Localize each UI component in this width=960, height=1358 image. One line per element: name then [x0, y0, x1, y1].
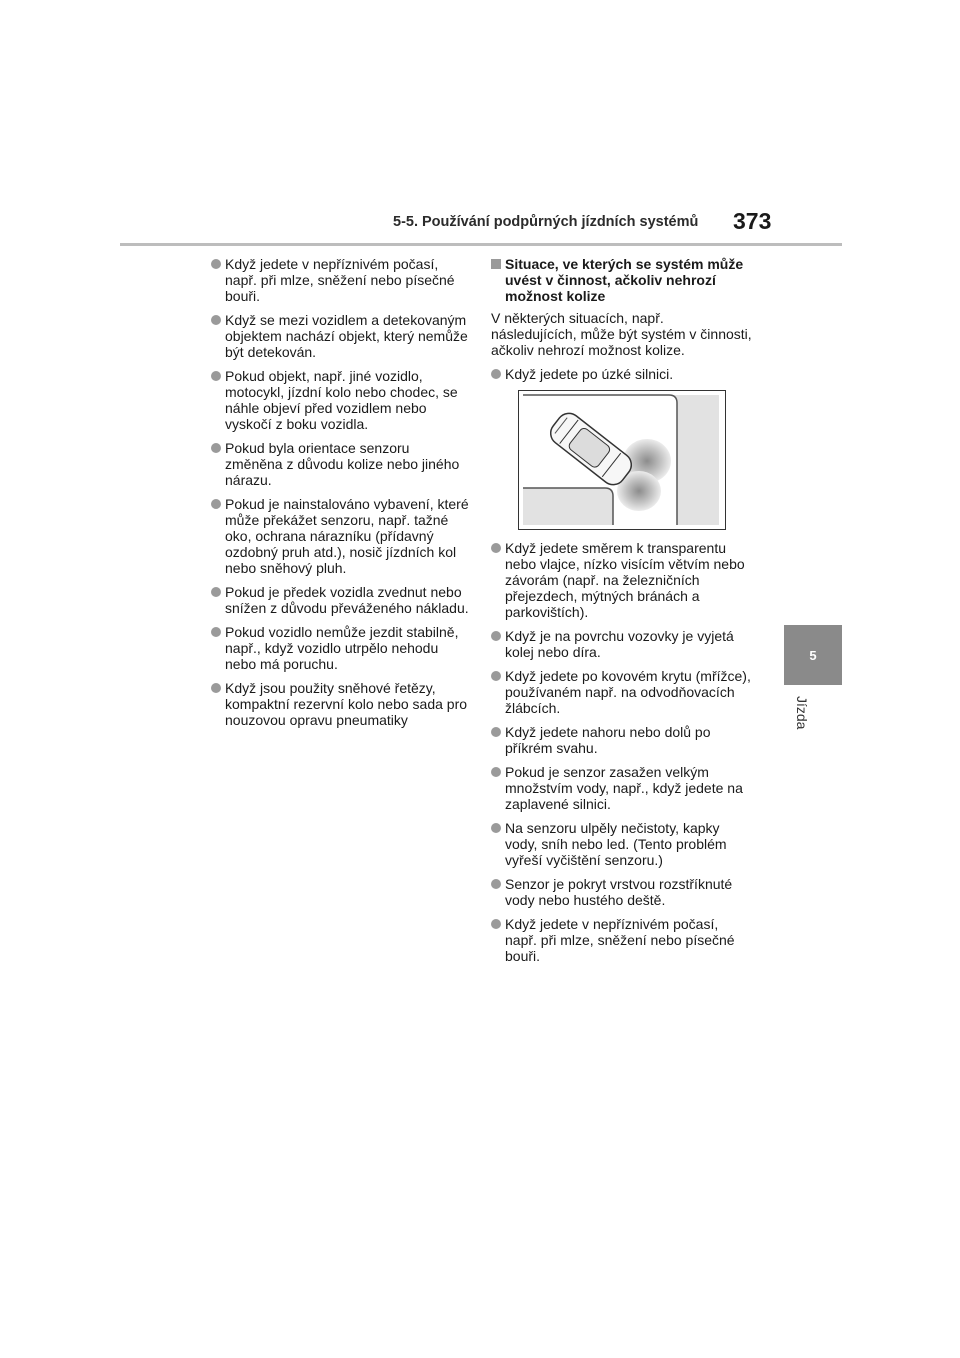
list-item: Pokud objekt, např. jiné vozidlo, motocykl, jízdní kolo nebo chodec, se náhle objeví před vozidlem nebo vyskočí z boku vozidla. — [211, 368, 469, 432]
chapter-tab — [784, 625, 842, 685]
bullet-dot-icon — [491, 919, 501, 929]
list-item: Když jedete v nepříznivém počasí, např. při mlze, sněžení nebo písečné bouři. — [491, 916, 753, 964]
list-item: Pokud je nainstalováno vybavení, které může překážet senzoru, např. tažné oko, ochrana nárazníku (přídavný ozdobný pruh atd.), nosič jízdních kol nebo sněhový pluh. — [211, 496, 469, 576]
list-item: Když jedete nahoru nebo dolů po příkrém svahu. — [491, 724, 753, 756]
list-item: Když se mezi vozidlem a detekovaným objektem nachází objekt, který nemůže být detekován. — [211, 312, 469, 360]
list-item: Pokud vozidlo nemůže jezdit stabilně, např., když vozidlo utrpělo nehodu nebo má poruchu. — [211, 624, 469, 672]
list-item: Pokud byla orientace senzoru změněna z důvodu kolize nebo jiného nárazu. — [211, 440, 469, 488]
list-item: Senzor je pokryt vrstvou rozstříknuté vody nebo hustého deště. — [491, 876, 753, 908]
car-narrow-road-icon — [519, 391, 725, 529]
bullet-dot-icon — [211, 443, 221, 453]
bullet-dot-icon — [491, 727, 501, 737]
right-column — [491, 256, 753, 972]
bullet-dot-icon — [491, 879, 501, 889]
header-divider — [120, 243, 842, 246]
bullet-dot-icon — [491, 823, 501, 833]
section-title: 5-5. Používání podpůrných jízdních systémů — [393, 214, 699, 230]
bullet-dot-icon — [211, 371, 221, 381]
bullet-dot-icon — [211, 587, 221, 597]
bullet-dot-icon — [491, 671, 501, 681]
list-item: Když jedete po kovovém krytu (mřížce), používaném např. na odvodňovacích žlábcích. — [491, 668, 753, 716]
bullet-dot-icon — [491, 543, 501, 553]
bullet-dot-icon — [211, 499, 221, 509]
bullet-dot-icon — [211, 315, 221, 325]
list-item: Když jedete po úzké silnici. — [491, 366, 753, 382]
curb-bottom-left — [523, 488, 613, 525]
bullet-dot-icon — [491, 369, 501, 379]
list-item: Pokud je senzor zasažen velkým množstvím vody, např., když jedete na zaplavené silnici. — [491, 764, 753, 812]
list-item: Když je na povrchu vozovky je vyjetá kolej nebo díra. — [491, 628, 753, 660]
list-item: Když jedete v nepříznivém počasí, např. při mlze, sněžení nebo písečné bouři. — [211, 256, 469, 304]
chapter-label: Jízda — [794, 696, 810, 730]
list-item: Pokud je předek vozidla zvednut nebo snížen z důvodu převáženého nákladu. — [211, 584, 469, 616]
left-column — [211, 256, 469, 736]
section-heading: Situace, ve kterých se systém může uvést v činnost, ačkoliv nehrozí možnost kolize — [491, 256, 753, 304]
intro-paragraph: V některých situacích, např. následujících, může být systém v činnosti, ačkoliv nehrozí možnost kolize. — [491, 310, 752, 358]
page-number: 373 — [733, 208, 772, 234]
bullet-dot-icon — [211, 627, 221, 637]
list-item: Když jsou použity sněhové řetězy, kompaktní rezervní kolo nebo sada pro nouzovou opravu pneumatiky — [211, 680, 469, 728]
bullet-dot-icon — [211, 683, 221, 693]
list-item: Na senzoru ulpěly nečistoty, kapky vody, sníh nebo led. (Tento problém vyřeší vyčištění senzoru.) — [491, 820, 753, 868]
bullet-dot-icon — [211, 259, 221, 269]
square-bullet-icon — [491, 259, 501, 269]
list-item: Když jedete směrem k transparentu nebo vlajce, nízko visícím větvím nebo závorám (např. na železničních přejezdech, mýtných bránách a parkovištích). — [491, 540, 753, 620]
bullet-dot-icon — [491, 767, 501, 777]
bullet-dot-icon — [491, 631, 501, 641]
chapter-number: 5 — [809, 647, 817, 663]
car-narrow-road-illustration — [518, 390, 726, 530]
